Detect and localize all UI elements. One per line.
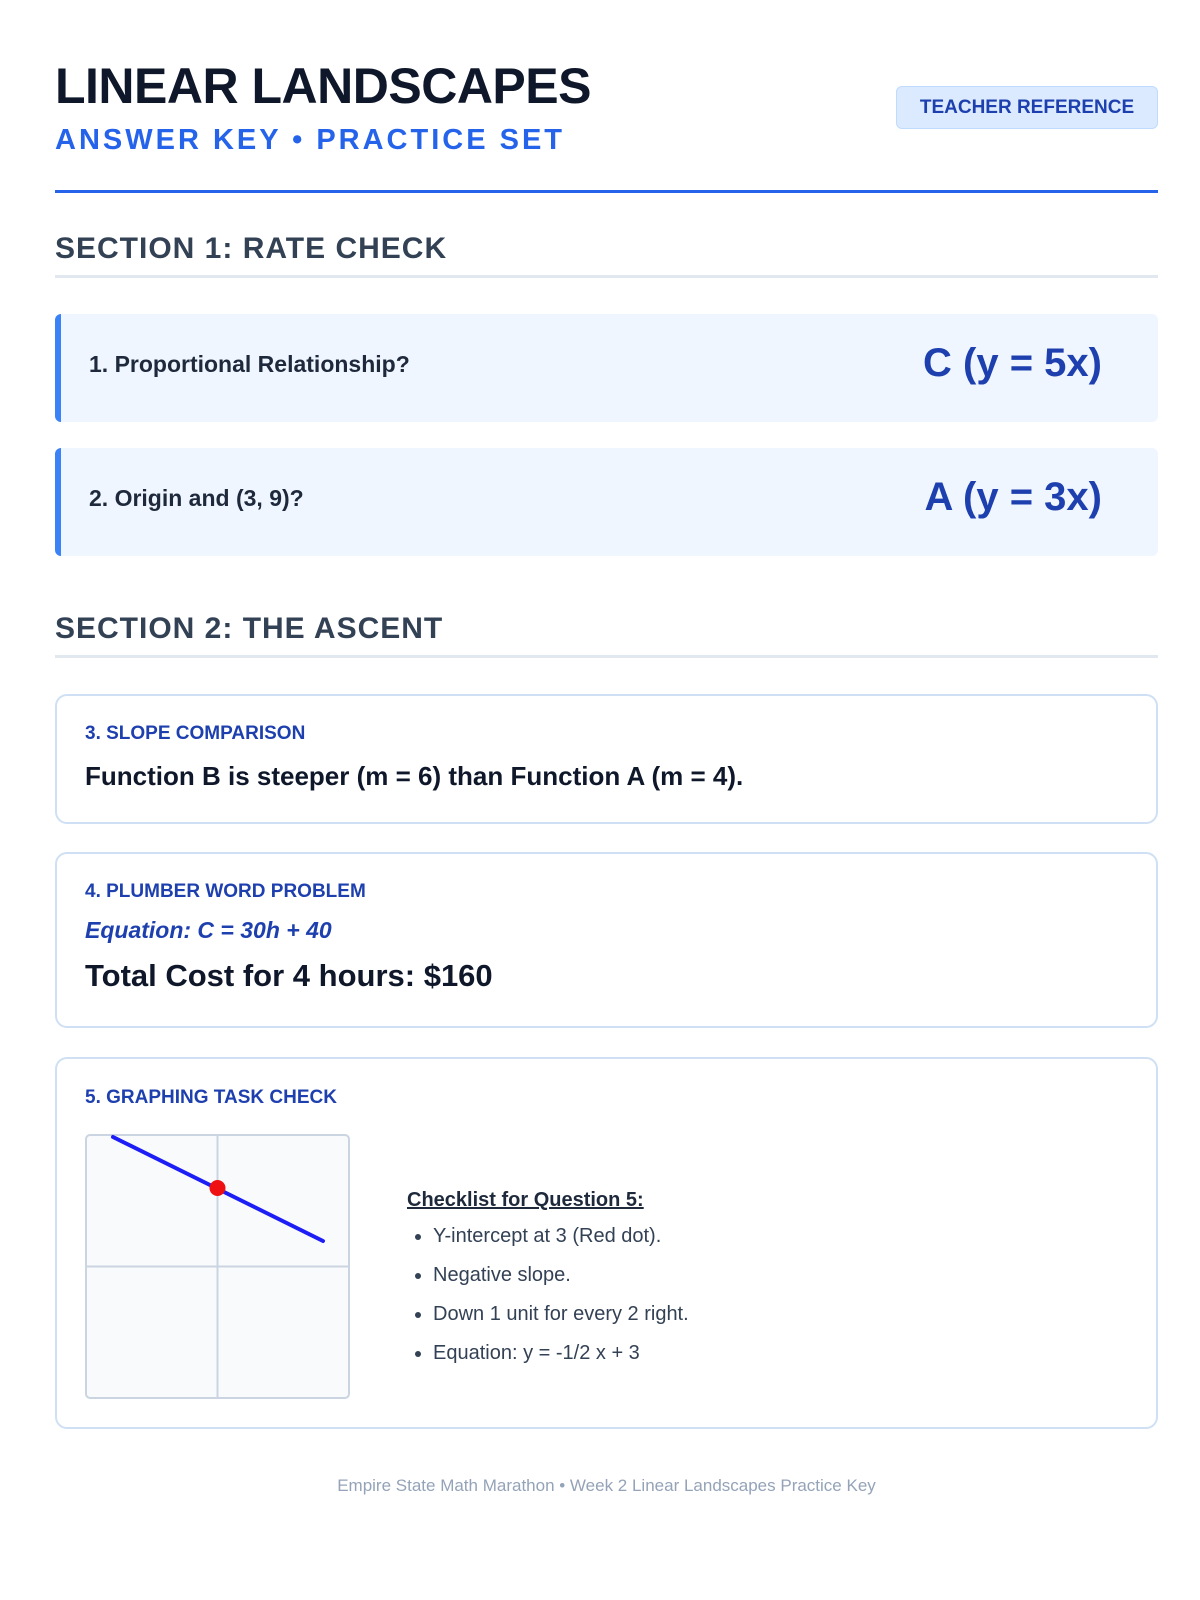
page-subtitle: ANSWER KEY • PRACTICE SET (55, 124, 565, 156)
section-2-heading (55, 609, 1158, 658)
section-1-title: SECTION 1: RATE CHECK (55, 232, 448, 265)
y-intercept-dot (210, 1180, 226, 1196)
graphing-task-card (55, 1057, 1158, 1429)
question-2: 2. Origin and (3, 9)? (89, 485, 304, 511)
checklist-item: • Negative slope. (433, 1256, 689, 1295)
checklist-item: • Down 1 unit for every 2 right. (433, 1295, 689, 1334)
rate-check-row-2 (55, 448, 1158, 556)
plumber-problem-card (55, 852, 1158, 1028)
plumber-total-cost: Total Cost for 4 hours: $160 (85, 958, 493, 993)
question-1: 1. Proportional Relationship? (89, 351, 410, 377)
checklist-item: • Y-intercept at 3 (Red dot). (433, 1217, 689, 1256)
rate-check-row-1 (55, 314, 1158, 422)
footer: Empire State Math Marathon • Week 2 Linear Landscapes Practice Key (337, 1476, 876, 1495)
slope-comparison-answer: Function B is steeper (m = 6) than Function A (m = 4). (85, 761, 744, 791)
checklist-item: • Equation: y = -1/2 x + 3 (433, 1334, 689, 1373)
graph-figure (85, 1134, 350, 1399)
section-2-title: SECTION 2: THE ASCENT (55, 612, 444, 645)
slope-comparison-label: 3. SLOPE COMPARISON (85, 723, 306, 744)
plumber-equation: Equation: C = 30h + 40 (85, 917, 332, 943)
header (55, 52, 1158, 193)
graphing-task-label: 5. GRAPHING TASK CHECK (85, 1087, 337, 1108)
teacher-reference-badge: TEACHER REFERENCE (896, 86, 1158, 129)
answer-1: C (y = 5x) (923, 341, 1102, 385)
page-title: LINEAR LANDSCAPES (55, 58, 591, 114)
answer-2: A (y = 3x) (924, 475, 1102, 519)
section-1-heading (55, 229, 1158, 278)
checklist (407, 1217, 689, 1373)
slope-comparison-card (55, 694, 1158, 824)
checklist-title: Checklist for Question 5: (407, 1189, 644, 1211)
plumber-problem-label: 4. PLUMBER WORD PROBLEM (85, 881, 366, 902)
